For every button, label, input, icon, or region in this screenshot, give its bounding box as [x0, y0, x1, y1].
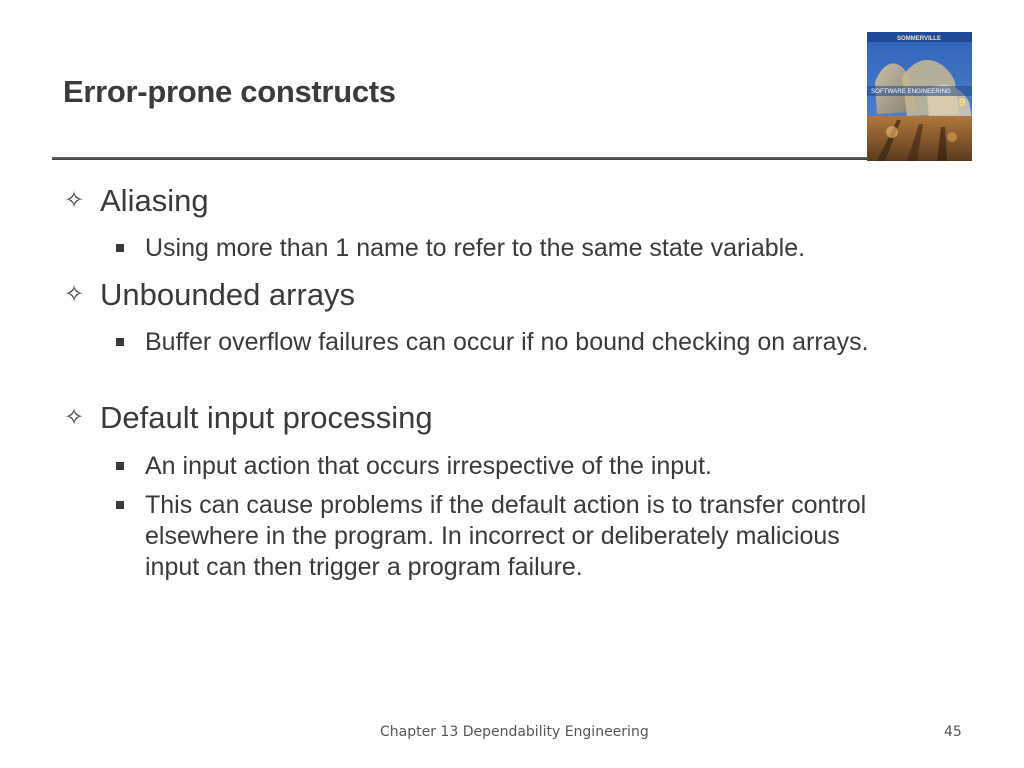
book-cover-art	[867, 32, 972, 161]
bullet-heading: Default input processing	[100, 400, 433, 435]
bullet-heading: Aliasing	[100, 183, 209, 218]
slide-title: Error-prone constructs	[63, 74, 396, 109]
square-bullet-icon	[116, 462, 124, 470]
cover-edition-text: 9	[958, 97, 966, 109]
square-bullet-icon	[116, 501, 124, 509]
bullet-aliasing	[64, 183, 209, 219]
square-bullet-icon	[116, 338, 124, 346]
sub-bullet	[116, 233, 896, 264]
title-divider	[52, 157, 869, 160]
bullet-default-input-processing	[64, 400, 433, 436]
page-number: 45	[944, 724, 962, 740]
sub-bullet-text: An input action that occurs irrespective of the input.	[145, 452, 712, 480]
sub-bullet-text: Using more than 1 name to refer to the same state variable.	[145, 234, 806, 262]
four-point-star-icon: ✧	[64, 404, 85, 431]
bullet-unbounded-arrays	[64, 277, 355, 313]
sub-bullet	[116, 451, 896, 482]
cover-publisher-text: SOMMERVILLE	[897, 36, 941, 42]
square-bullet-icon	[116, 244, 124, 252]
sub-bullet	[116, 327, 876, 358]
four-point-star-icon: ✧	[64, 281, 85, 308]
sub-bullet	[116, 490, 896, 583]
cover-title-text: SOFTWARE ENGINEERING	[871, 88, 951, 95]
bullet-heading: Unbounded arrays	[100, 277, 356, 312]
four-point-star-icon: ✧	[64, 187, 85, 214]
sub-bullet-text: This can cause problems if the default action is to transfer control elsewhere in the program. In incorrect or deliberately malicious input can then trigger a program failure.	[145, 491, 867, 581]
book-cover-image	[867, 32, 972, 161]
footer-chapter: Chapter 13 Dependability Engineering	[380, 724, 649, 740]
sub-bullet-text: Buffer overflow failures can occur if no bound checking on arrays.	[145, 328, 869, 356]
